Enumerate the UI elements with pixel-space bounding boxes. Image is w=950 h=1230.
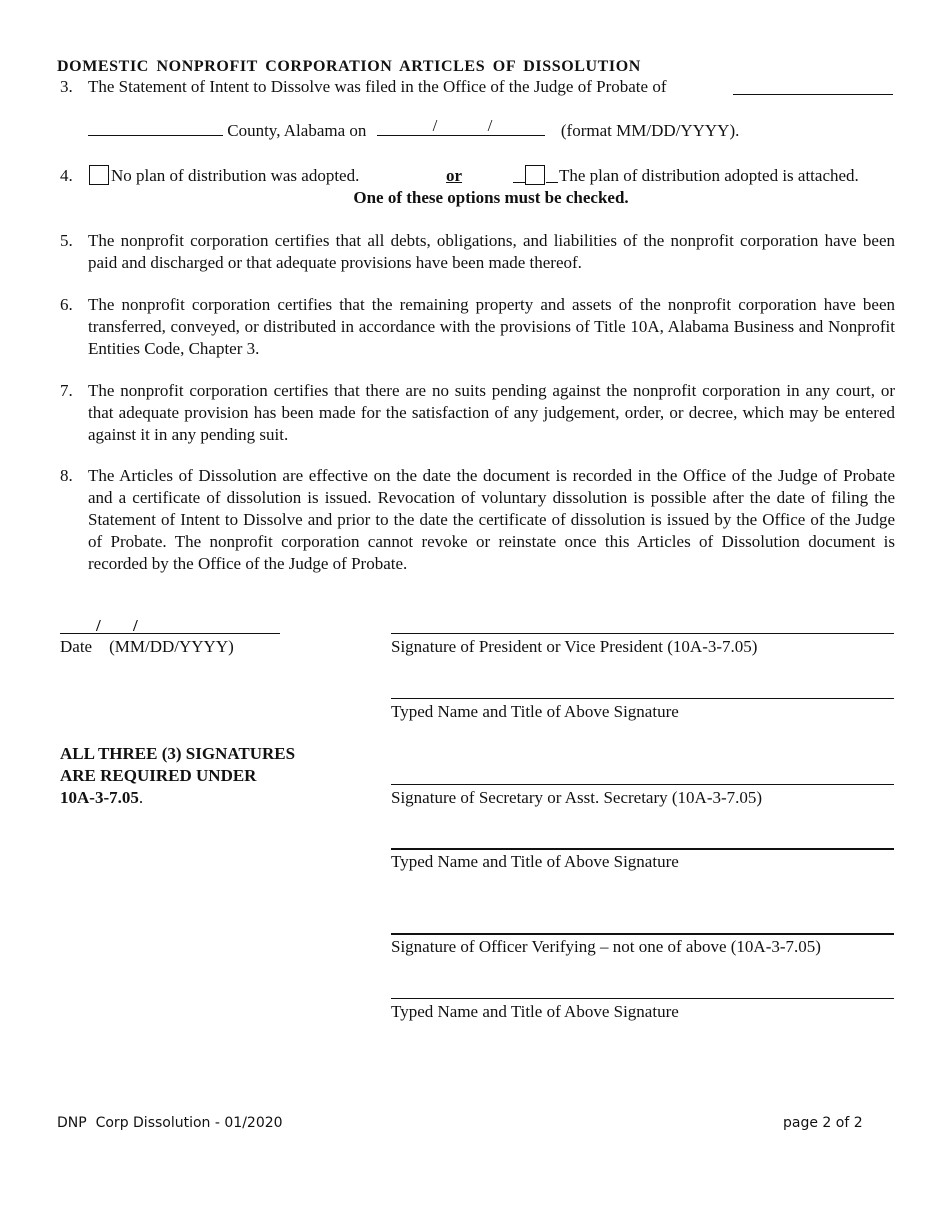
county-name-field[interactable] bbox=[88, 121, 223, 136]
item-4 bbox=[60, 165, 900, 213]
statute-reference: 10A-3-7.05 bbox=[60, 788, 139, 807]
item-8 bbox=[60, 465, 895, 575]
president-typed-name-line[interactable] bbox=[391, 698, 894, 699]
no-plan-checkbox[interactable] bbox=[89, 165, 109, 185]
item-5-text: The nonprofit corporation certifies that all debts, obligations, and liabilities of the nonprofit corporation have been paid and discharged or that adequate provisions have been made thereof. bbox=[88, 231, 895, 272]
form-id-footer: DNP Corp Dissolution - 01/2020 bbox=[57, 1115, 283, 1131]
item-5 bbox=[60, 230, 895, 274]
verifying-officer-typed-name-line[interactable] bbox=[391, 998, 894, 999]
plan-attached-label: The plan of distribution adopted is attached. bbox=[559, 166, 859, 185]
item-6-text: The nonprofit corporation certifies that the remaining property and assets of the nonprofit corporation have been transferred, conveyed, or distributed in accordance with the provisions of Title 10A, Alabama Business and Nonprofit Entities Code, Chapter 3. bbox=[88, 295, 895, 358]
verifying-officer-signature-label: Signature of Officer Verifying – not one of above (10A-3-7.05) bbox=[391, 937, 821, 956]
item-3-number: 3. bbox=[60, 77, 73, 96]
item-3-text: The Statement of Intent to Dissolve was filed in the Office of the Judge of Probate of bbox=[88, 77, 667, 96]
item-4-number: 4. bbox=[60, 166, 73, 185]
signatures-required-note bbox=[60, 743, 295, 809]
secretary-signature-line[interactable] bbox=[391, 784, 894, 785]
item-7-number: 7. bbox=[60, 381, 73, 400]
item-8-text: The Articles of Dissolution are effective on the date the document is recorded in the Office of the Judge of Probate and a certificate of dissolution is issued. Revocation of voluntary dissolution is possible after the date of filing the Statement of Intent to Dissolve and prior to the date the certificate of dissolution is issued by the Office of the Judge of Probate. The nonprofit corporation cannot revoke or reinstate once this Articles of Dissolution document is recorded by the Office of the Judge of Probate. bbox=[88, 466, 895, 573]
intent-filed-date-field[interactable] bbox=[377, 116, 545, 136]
date-separator: / bbox=[133, 616, 138, 635]
president-typed-name-label: Typed Name and Title of Above Signature bbox=[391, 702, 679, 721]
no-plan-label: No plan of distribution was adopted. bbox=[111, 166, 360, 185]
required-note-line: ALL THREE (3) SIGNATURES bbox=[60, 744, 296, 763]
plan-attached-checkbox[interactable] bbox=[525, 165, 545, 185]
item-5-number: 5. bbox=[60, 231, 73, 250]
item-7-text: The nonprofit corporation certifies that there are no suits pending against the nonprofit corporation in any court, or that adequate provision has been made for the satisfaction of any judgement, order, or decree, which may be entered against it in any pending suit. bbox=[88, 381, 895, 444]
item-6 bbox=[60, 294, 895, 360]
item-8-number: 8. bbox=[60, 466, 73, 485]
president-signature-label: Signature of President or Vice President (10A-3-7.05) bbox=[391, 637, 758, 656]
options-requirement: One of these options must be checked. bbox=[353, 188, 629, 207]
secretary-signature-label: Signature of Secretary or Asst. Secretary (10A-3-7.05) bbox=[391, 788, 763, 807]
date-format-label: (format MM/DD/YYYY). bbox=[560, 121, 740, 140]
verifying-officer-typed-name-label: Typed Name and Title of Above Signature bbox=[391, 1002, 679, 1021]
date-separator: / bbox=[487, 116, 493, 135]
checkbox-underline bbox=[546, 182, 558, 183]
secretary-typed-name-line[interactable] bbox=[391, 848, 894, 850]
required-note-line: ARE REQUIRED UNDER bbox=[60, 766, 257, 785]
president-signature-line[interactable] bbox=[391, 633, 894, 634]
county-label: County, Alabama on bbox=[227, 121, 367, 140]
checkbox-underline bbox=[513, 182, 525, 183]
verifying-officer-signature-line[interactable] bbox=[391, 933, 894, 935]
page-number: page 2 of 2 bbox=[783, 1115, 863, 1131]
probate-county-field[interactable] bbox=[733, 80, 893, 95]
date-separator: / bbox=[96, 616, 101, 635]
item-7 bbox=[60, 380, 895, 446]
note-period: . bbox=[138, 788, 144, 807]
date-label: Date (MM/DD/YYYY) bbox=[60, 637, 234, 656]
secretary-typed-name-label: Typed Name and Title of Above Signature bbox=[391, 852, 679, 871]
form-title: DOMESTIC NONPROFIT CORPORATION ARTICLES OF DISSOLUTION bbox=[57, 58, 641, 75]
date-separator: / bbox=[432, 116, 438, 135]
signing-date-field[interactable] bbox=[60, 614, 280, 634]
item-3-line-2 bbox=[88, 116, 740, 142]
item-6-number: 6. bbox=[60, 295, 73, 314]
or-label: or bbox=[446, 166, 463, 185]
